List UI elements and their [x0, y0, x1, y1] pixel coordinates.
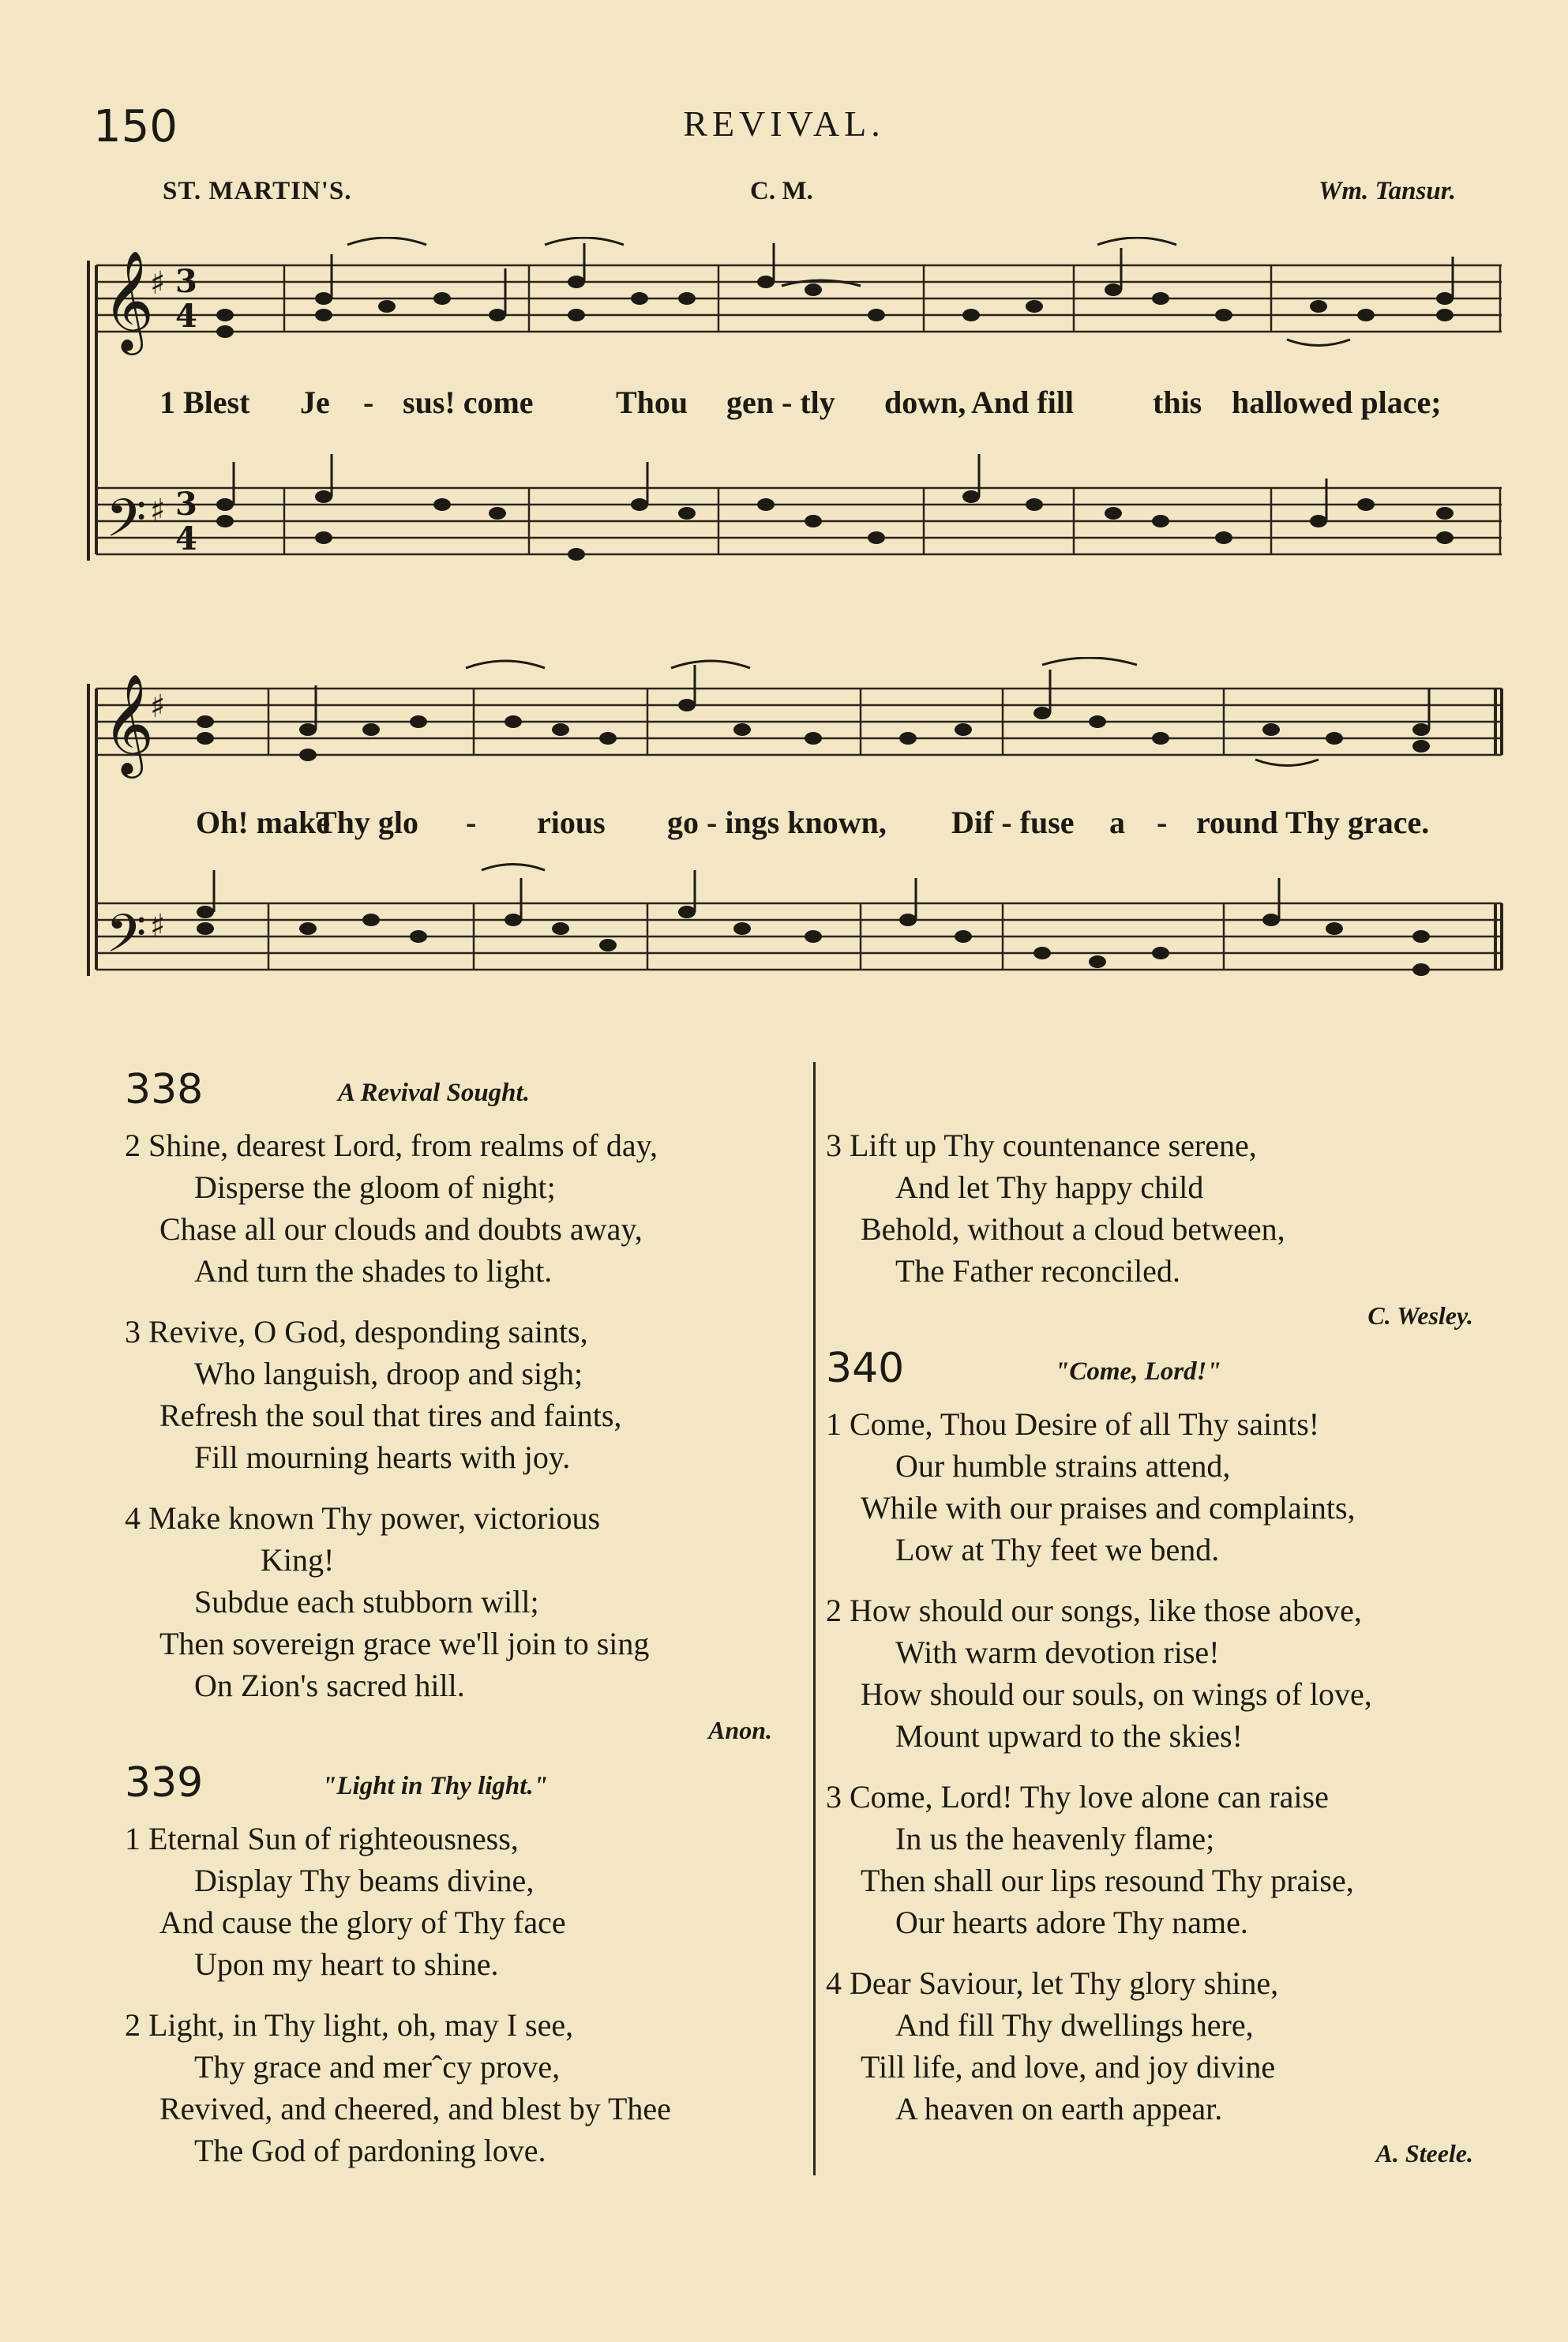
verse-line: Till life, and love, and joy divine — [861, 2049, 1276, 2085]
stanza — [125, 1311, 804, 1478]
svg-text:♯: ♯ — [150, 908, 166, 944]
verse-line: The Father reconciled. — [895, 1253, 1180, 1289]
bass-clef: 𝄢 — [106, 488, 147, 561]
lyric-syllable: round Thy grace. — [1196, 805, 1430, 840]
stanza — [125, 1818, 804, 1985]
lyric-syllable: And fill — [971, 385, 1075, 420]
verse-line: Our humble strains attend, — [895, 1448, 1231, 1484]
lyric-syllable: - — [466, 805, 477, 840]
verse-line: Then shall our lips resound Thy praise, — [861, 1863, 1354, 1898]
hymn-title: "Come, Lord!" — [1055, 1357, 1221, 1386]
bass-clef: 𝄢 — [106, 903, 147, 977]
verse-line: 1 Eternal Sun of righteousness, — [125, 1821, 519, 1856]
verse-line: And let Thy happy child — [895, 1169, 1204, 1205]
verse-line: King! — [261, 1542, 335, 1578]
verse-line: Then sovereign grace we'll join to sing — [159, 1626, 650, 1661]
treble-clef: 𝄞 — [103, 673, 155, 774]
svg-text:3: 3 — [175, 486, 197, 523]
stanza — [125, 2004, 804, 2171]
stanza — [125, 1497, 804, 1706]
verse-line: Who languish, droop and sigh; — [194, 1356, 583, 1391]
lyric-syllable: hallowed place; — [1232, 385, 1442, 420]
verse-line: 3 Revive, O God, desponding saints, — [125, 1314, 588, 1349]
lyric-syllable: sus! come — [403, 385, 534, 420]
treble-notes — [216, 276, 1454, 338]
lyric-syllable: Je — [300, 385, 330, 420]
verse-line: 4 Dear Saviour, let Thy glory shine, — [826, 1965, 1279, 2001]
verse-line: On Zion's sacred hill. — [194, 1668, 465, 1703]
verse-line: While with our praises and complaints, — [861, 1490, 1356, 1526]
treble-notes — [197, 699, 1430, 761]
verse-line: Refresh the soul that tires and faints, — [159, 1398, 622, 1433]
svg-text:4: 4 — [175, 298, 197, 335]
stanza — [826, 1962, 1505, 2130]
lyric-syllable: Dif - fuse — [951, 805, 1075, 840]
verse-line: Our hearts adore Thy name. — [895, 1905, 1248, 1940]
stanza — [826, 1589, 1505, 1757]
verse-line: 2 Shine, dearest Lord, from realms of day, — [125, 1128, 658, 1163]
verse-line: 4 Make known Thy power, victorious — [125, 1500, 601, 1536]
tune-composer: Wm. Tansur. — [1319, 177, 1456, 205]
music-system-2 — [87, 657, 1508, 1036]
stanza — [826, 1776, 1505, 1943]
verse-line: Disperse the gloom of night; — [194, 1169, 556, 1205]
lyric-syllable: rious — [537, 805, 606, 840]
verse-line: And turn the shades to light. — [194, 1253, 553, 1289]
bass-notes — [197, 906, 1430, 976]
verse-line: Display Thy beams divine, — [194, 1863, 535, 1898]
stanza — [826, 1124, 1505, 1292]
svg-text:♯: ♯ — [150, 493, 166, 529]
lyric-syllable: go - ings known, — [667, 805, 887, 840]
running-title: REVIVAL. — [683, 103, 885, 144]
hymn-number: 340 — [826, 1345, 905, 1392]
hymn-title: "Light in Thy light." — [322, 1772, 549, 1800]
svg-text:♯: ♯ — [150, 689, 166, 725]
stanza — [125, 1124, 804, 1292]
verse-line: In us the heavenly flame; — [895, 1821, 1215, 1856]
lyric-syllable: Oh! make — [196, 805, 330, 840]
hymn-column-left — [125, 1058, 804, 2190]
hymn-attribution: C. Wesley. — [1367, 1301, 1473, 1330]
verse-line: 2 How should our songs, like those above, — [826, 1593, 1362, 1628]
lyric-syllable: - — [1157, 805, 1168, 840]
verse-line: Thy grace and merˆcy prove, — [194, 2049, 561, 2085]
lyric-syllable: gen - tly — [726, 385, 835, 420]
verse-line: Chase all our clouds and doubts away, — [159, 1211, 643, 1247]
lyric-syllable: 1 Blest — [159, 385, 250, 420]
verse-line: Upon my heart to shine. — [194, 1946, 499, 1982]
verse-line: The God of pardoning love. — [194, 2133, 546, 2168]
verse-line: Subdue each stubborn will; — [194, 1584, 539, 1620]
column-divider — [813, 1062, 816, 2175]
verse-line: And cause the glory of Thy face — [159, 1905, 566, 1940]
verse-line: Behold, without a cloud between, — [861, 1211, 1285, 1247]
verse-line: 2 Light, in Thy light, oh, may I see, — [125, 2007, 574, 2043]
verse-line: Revived, and cheered, and blest by Thee — [159, 2091, 671, 2126]
hymn-number: 339 — [125, 1759, 204, 1807]
verse-line: How should our souls, on wings of love, — [861, 1676, 1372, 1712]
lyric-syllable: Thy glo — [316, 805, 419, 840]
verse-line: With warm devotion rise! — [895, 1635, 1220, 1670]
bass-notes — [216, 490, 1454, 561]
hymn-338 — [125, 1066, 804, 1745]
svg-text:3: 3 — [175, 263, 197, 300]
hymn-column-right — [826, 1058, 1505, 2182]
verse-line: Fill mourning hearts with joy. — [194, 1439, 571, 1475]
page-number: 150 — [93, 101, 178, 152]
hymn-attribution: Anon. — [708, 1716, 772, 1744]
score-system-1 — [87, 237, 1508, 608]
verse-line: And fill Thy dwellings here, — [895, 2007, 1254, 2043]
verse-line: 1 Come, Thou Desire of all Thy saints! — [826, 1406, 1320, 1442]
lyric-syllable: Thou — [616, 385, 688, 420]
lyric-syllable: a — [1109, 805, 1125, 840]
svg-text:4: 4 — [175, 520, 197, 557]
hymn-340 — [826, 1345, 1505, 2168]
hymn-339 — [125, 1759, 804, 2171]
hymn-number: 338 — [125, 1066, 204, 1113]
svg-text:♯: ♯ — [150, 265, 166, 302]
verse-line: A heaven on earth appear. — [895, 2091, 1223, 2126]
hymn-attribution: A. Steele. — [1375, 2139, 1473, 2167]
lyric-syllable: - — [363, 385, 374, 420]
verse-line: Low at Thy feet we bend. — [895, 1532, 1220, 1567]
tune-meter: C. M. — [750, 177, 813, 205]
treble-clef: 𝄞 — [103, 250, 155, 351]
tune-name: ST. MARTIN'S. — [163, 177, 352, 205]
lyric-syllable: down, — [884, 385, 966, 420]
music-system-1 — [87, 237, 1508, 608]
verse-line: 3 Come, Lord! Thy love alone can raise — [826, 1779, 1329, 1815]
hymn-title: A Revival Sought. — [338, 1079, 530, 1107]
score-system-2 — [87, 657, 1508, 1036]
stanza — [826, 1403, 1505, 1571]
lyric-syllable: this — [1153, 385, 1202, 420]
verse-line: 3 Lift up Thy countenance serene, — [826, 1128, 1257, 1163]
verse-line: Mount upward to the skies! — [895, 1718, 1243, 1754]
